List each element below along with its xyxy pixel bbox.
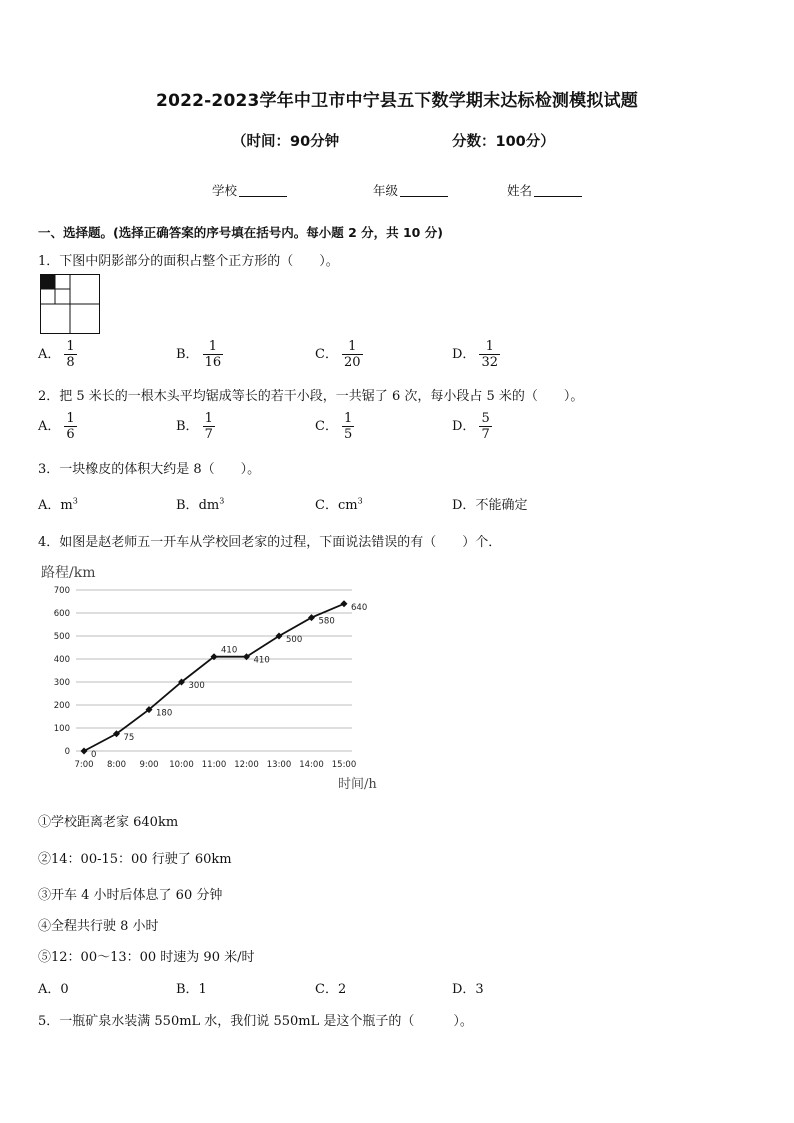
x-tick-9:00: 9:00 bbox=[139, 760, 159, 770]
y-tick-0: 0 bbox=[64, 747, 70, 757]
q1-option-c[interactable]: C． $\frac{1}{20}$ bbox=[315, 339, 361, 370]
data-point-8 bbox=[341, 600, 348, 607]
data-label-6: 500 bbox=[286, 635, 303, 645]
y-tick-200: 200 bbox=[53, 701, 70, 711]
q1-option-d[interactable]: D． $\frac{1}{32}$ bbox=[452, 339, 498, 370]
q1-option-b[interactable]: B． $\frac{1}{16}$ bbox=[176, 339, 222, 370]
x-tick-15:00: 15:00 bbox=[331, 760, 357, 770]
question-3: 3．一块橡皮的体积大约是 8（ ）。 bbox=[38, 462, 261, 477]
q2-option-d[interactable]: D． $\frac{5}{7}$ bbox=[452, 411, 490, 442]
x-tick-11:00: 11:00 bbox=[201, 760, 227, 770]
q4-option-b[interactable]: B．1 bbox=[176, 982, 207, 997]
statement-2: ②14：00-15：00 行驶了 60km bbox=[38, 852, 232, 867]
y-axis-label: 路程/km bbox=[41, 565, 96, 581]
y-tick-500: 500 bbox=[53, 632, 70, 642]
q3-option-a[interactable]: A．$m^3$ bbox=[38, 496, 78, 513]
q3-option-c[interactable]: C．$cm^3$ bbox=[315, 496, 363, 513]
data-label-3: 300 bbox=[188, 681, 205, 691]
y-tick-600: 600 bbox=[53, 609, 70, 619]
data-label-1: 75 bbox=[123, 732, 135, 743]
q2-option-b[interactable]: B． $\frac{1}{7}$ bbox=[176, 411, 213, 442]
school-blank bbox=[239, 184, 287, 197]
distance-time-chart bbox=[36, 556, 396, 792]
name-field bbox=[507, 181, 582, 199]
grade-field bbox=[373, 181, 448, 199]
x-tick-8:00: 8:00 bbox=[106, 760, 127, 770]
x-axis-label: 时间/h bbox=[338, 777, 377, 792]
data-point-7 bbox=[308, 614, 315, 621]
y-tick-400: 400 bbox=[53, 655, 70, 665]
name-blank bbox=[534, 184, 582, 197]
question-1: 1．下图中阴影部分的面积占整个正方形的（ ）。 bbox=[38, 254, 339, 269]
shaded-cell bbox=[41, 275, 56, 290]
data-label-0: 0 bbox=[91, 750, 97, 760]
question-2: 2．把 5 米长的一根木头平均锯成等长的若干小段，一共锯了 6 次，每小段占 5 米的（ ）。 bbox=[38, 389, 584, 404]
statement-1: ①学校距离老家 640km bbox=[38, 815, 179, 830]
x-tick-13:00: 13:00 bbox=[266, 760, 292, 770]
data-label-5: 410 bbox=[253, 655, 270, 666]
x-tick-14:00: 14:00 bbox=[299, 760, 324, 770]
exam-score: 分数：100分） bbox=[452, 134, 555, 150]
school-field bbox=[212, 181, 287, 199]
y-tick-300: 300 bbox=[53, 678, 70, 688]
grade-blank bbox=[400, 184, 448, 197]
data-label-2: 180 bbox=[156, 708, 173, 719]
q2-option-a[interactable]: A． $\frac{1}{6}$ bbox=[38, 411, 75, 442]
data-label-7: 580 bbox=[318, 616, 335, 627]
x-tick-12:00: 12:00 bbox=[234, 760, 259, 770]
q1-option-a[interactable]: A． $\frac{1}{8}$ bbox=[38, 339, 75, 370]
y-tick-100: 100 bbox=[53, 724, 70, 734]
statement-4: ④全程共行驶 8 小时 bbox=[38, 919, 159, 934]
grade-label: 年级 bbox=[373, 183, 399, 198]
square-figure bbox=[40, 274, 100, 334]
statement-3: ③开车 4 小时后体息了 60 分钟 bbox=[38, 888, 223, 903]
q4-option-d[interactable]: D．3 bbox=[452, 982, 484, 997]
y-tick-700: 700 bbox=[53, 586, 70, 596]
q3-option-d[interactable]: D．不能确定 bbox=[452, 498, 528, 513]
series-line bbox=[84, 604, 344, 751]
exam-time: （时间：90分钟 bbox=[232, 134, 340, 150]
school-label: 学校 bbox=[212, 183, 238, 198]
statement-5: ⑤12：00～13：00 时速为 90 米/时 bbox=[38, 950, 255, 965]
section-heading: 一、选择题。(选择正确答案的序号填在括号内。每小题 2 分，共 10 分) bbox=[38, 225, 443, 240]
q2-option-c[interactable]: C． $\frac{1}{5}$ bbox=[315, 411, 353, 442]
x-tick-10:00: 10:00 bbox=[169, 760, 194, 770]
question-4: 4．如图是赵老师五一开车从学校回老家的过程，下面说法错误的有（ ）个． bbox=[38, 535, 502, 550]
name-label: 姓名 bbox=[507, 183, 533, 198]
q4-option-c[interactable]: C．2 bbox=[315, 982, 347, 997]
data-point-0 bbox=[81, 748, 88, 755]
page-title: 2022-2023学年中卫市中宁县五下数学期末达标检测模拟试题 bbox=[156, 91, 638, 111]
x-tick-7:00: 7:00 bbox=[74, 760, 94, 770]
question-5: 5．一瓶矿泉水装满 550mL 水，我们说 550mL 是这个瓶子的（ ）。 bbox=[38, 1014, 473, 1029]
data-label-8: 640 bbox=[351, 602, 368, 613]
data-label-4: 410 bbox=[221, 645, 238, 656]
q3-option-b[interactable]: B．$dm^3$ bbox=[176, 496, 225, 513]
q4-option-a[interactable]: A．0 bbox=[38, 982, 69, 997]
